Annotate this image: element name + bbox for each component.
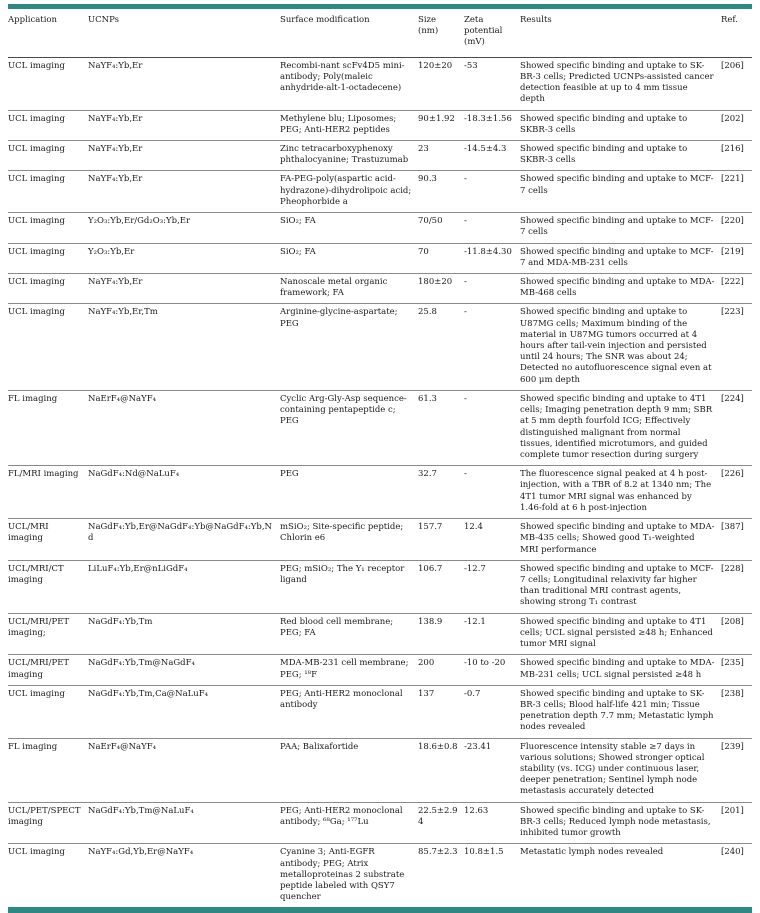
cell-zeta_potential_mv: 10.8±1.5 — [464, 847, 504, 858]
cell-ref: [221] — [721, 171, 752, 213]
cell-results: Showed specific binding and uptake to MDA-MB-468 cells — [520, 273, 721, 303]
table-row — [8, 685, 752, 738]
table-row — [8, 519, 752, 561]
cell-ref: [240] — [721, 847, 744, 858]
cell-ref: [201] — [721, 802, 752, 844]
cell-zeta_potential_mv: -11.8±4.30 — [464, 243, 520, 273]
column-header-application: Application — [8, 9, 88, 57]
cell-ref: [238] — [721, 685, 752, 738]
table-row — [8, 140, 752, 170]
cell-ref: [387] — [721, 519, 752, 561]
cell-results: Showed specific binding and uptake to MCF-7 and MDA-MB-231 cells — [520, 243, 721, 273]
cell-size_nm: 138.9 — [418, 613, 464, 655]
cell-application: UCL/MRI/PET imaging; — [8, 613, 88, 655]
cell-application: UCL imaging — [8, 273, 88, 303]
cell-application: UCL imaging — [8, 847, 65, 858]
cell-application: UCL imaging — [8, 171, 88, 213]
table-row — [8, 243, 752, 273]
cell-results: Showed specific binding and uptake to MCF-7 cells — [520, 171, 721, 213]
cell-ref: [219] — [721, 243, 752, 273]
cell-results: Showed specific binding and uptake to 4T1 cells; UCL signal persisted ≥48 h; Enhanced tumor MRI signal — [520, 613, 721, 655]
cell-results: The fluorescence signal peaked at 4 h post-injection, with a TBR of 8.2 at 1340 nm; The 4T1 tumor MRI signal was enhanced by 1.46-fold at 6 h post-injection — [520, 466, 721, 519]
cell-ucnps: NaGdF₄:Yb,Tm@NaLuF₄ — [88, 802, 280, 844]
cell-ucnps: NaYF₄:Yb,Er — [88, 110, 280, 140]
cell-surface_modification: Recombi-nant scFv4D5 mini-antibody; Poly(maleic anhydride-alt-1-octadecene) — [280, 57, 418, 110]
cell-size_nm: 180±20 — [418, 273, 464, 303]
cell-size_nm: 85.7±2.3 — [418, 847, 458, 858]
column-header-size_nm: Size (nm) — [418, 9, 464, 57]
cell-surface_modification: PEG; Anti-HER2 monoclonal antibody — [280, 685, 418, 738]
cell-ucnps: Y₂O₃:Yb,Er — [88, 243, 280, 273]
table-row — [8, 110, 752, 140]
cell-application: UCL imaging — [8, 57, 88, 110]
cell-application: UCL imaging — [8, 243, 88, 273]
cell-application: FL imaging — [8, 738, 88, 802]
cell-ucnps: NaGdF₄:Yb,Tm@NaGdF₄ — [88, 655, 280, 685]
cell-zeta_potential_mv: -14.5±4.3 — [464, 140, 520, 170]
table-row — [8, 466, 752, 519]
cell-surface_modification: SiO₂; FA — [280, 243, 418, 273]
table-row — [8, 844, 752, 908]
cell-surface_modification: Zinc tetracarboxyphenoxy phthalocyanine; Trastuzumab — [280, 140, 418, 170]
cell-results: Showed specific binding and uptake to MDA-MB-231 cells; UCL signal persisted ≥48 h — [520, 655, 721, 685]
table-row — [8, 304, 752, 391]
cell-size_nm: 90.3 — [418, 171, 464, 213]
cell-zeta_potential_mv: -12.7 — [464, 560, 520, 613]
cell-application: UCL/PET/SPECT imaging — [8, 802, 88, 844]
cell-application: FL imaging — [8, 390, 88, 465]
cell-surface_modification: Cyclic Arg-Gly-Asp sequence-containing pentapeptide c; PEG — [280, 390, 418, 465]
cell-ucnps: NaErF₄@NaYF₄ — [88, 738, 280, 802]
column-header-ucnps: UCNPs — [88, 9, 280, 57]
cell-size_nm: 61.3 — [418, 390, 464, 465]
cell-ref: [239] — [721, 738, 752, 802]
cell-ucnps: NaGdF₄:Yb,Tm — [88, 613, 280, 655]
cell-ref: [235] — [721, 655, 752, 685]
table-row — [8, 613, 752, 655]
cell-surface_modification: mSiO₂; Site-specific peptide; Chlorin e6 — [280, 519, 418, 561]
ucnp-imaging-table — [8, 9, 752, 907]
cell-ref: [208] — [721, 613, 752, 655]
cell-application: UCL/MRI/PET imaging — [8, 655, 88, 685]
cell-ucnps: NaYF₄:Yb,Er,Tm — [88, 304, 280, 391]
cell-application: UCL imaging — [8, 304, 88, 391]
table-row — [8, 57, 752, 110]
cell-results: Showed specific binding and uptake to MCF-7 cells — [520, 213, 721, 243]
cell-ucnps: NaGdF₄:Yb,Er@NaGdF₄:Yb@NaGdF₄:Yb,Nd — [88, 519, 280, 561]
cell-ucnps: NaYF₄:Yb,Er — [88, 171, 280, 213]
cell-ucnps: NaYF₄:Yb,Er — [88, 273, 280, 303]
table-row — [8, 802, 752, 844]
table-row — [8, 560, 752, 613]
cell-size_nm: 157.7 — [418, 519, 464, 561]
cell-application: UCL imaging — [8, 213, 88, 243]
cell-ref: [224] — [721, 390, 752, 465]
cell-zeta_potential_mv: -12.1 — [464, 613, 520, 655]
table-row — [8, 273, 752, 303]
cell-surface_modification: Arginine-glycine-aspartate; PEG — [280, 304, 418, 391]
header-row — [8, 9, 752, 57]
column-header-surface_modification: Surface modification — [280, 9, 418, 57]
cell-ref: [226] — [721, 466, 752, 519]
cell-results: Showed specific binding and uptake to SK-BR-3 cells; Blood half-life 421 min; Tissue penetration depth 7.7 mm; Metastatic lymph nodes revealed — [520, 685, 721, 738]
column-header-ref: Ref. — [721, 9, 752, 57]
cell-ref: [216] — [721, 140, 752, 170]
cell-size_nm: 137 — [418, 685, 464, 738]
table-row — [8, 738, 752, 802]
cell-application: UCL imaging — [8, 685, 88, 738]
table-bottom-rule — [8, 907, 752, 913]
cell-size_nm: 23 — [418, 140, 464, 170]
cell-zeta_potential_mv: -53 — [464, 57, 520, 110]
cell-ucnps: NaYF₄:Gd,Yb,Er@NaYF₄ — [88, 847, 194, 858]
cell-application: UCL/MRI imaging — [8, 519, 88, 561]
cell-zeta_potential_mv: -0.7 — [464, 685, 520, 738]
cell-size_nm: 32.7 — [418, 466, 464, 519]
cell-surface_modification: PEG; Anti-HER2 monoclonal antibody; ⁶⁸Ga; ¹⁷⁷Lu — [280, 802, 418, 844]
cell-ref: [223] — [721, 304, 752, 391]
cell-zeta_potential_mv: 12.4 — [464, 519, 520, 561]
cell-results: Showed specific binding and uptake to SK-BR-3 cells; Predicted UCNPs-assisted cancer detection feasible at up to 4 mm tissue depth — [520, 57, 721, 110]
cell-surface_modification: SiO₂; FA — [280, 213, 418, 243]
cell-application: UCL/MRI/CT imaging — [8, 560, 88, 613]
cell-ucnps: NaYF₄:Yb,Er — [88, 57, 280, 110]
cell-size_nm: 106.7 — [418, 560, 464, 613]
cell-size_nm: 120±20 — [418, 57, 464, 110]
cell-size_nm: 70/50 — [418, 213, 464, 243]
cell-zeta_potential_mv: -18.3±1.56 — [464, 110, 520, 140]
cell-results: Showed specific binding and uptake to SK-BR-3 cells; Reduced lymph node metastasis, inhibited tumor growth — [520, 802, 721, 844]
column-header-zeta_potential_mv: Zeta potential (mV) — [464, 9, 520, 57]
cell-surface_modification: Cyanine 3; Anti-EGFR antibody; PEG; Atrix metalloproteinas 2 substrate peptide labeled with QSY7 quencher — [280, 847, 405, 903]
cell-application: UCL imaging — [8, 140, 88, 170]
cell-size_nm: 25.8 — [418, 304, 464, 391]
cell-surface_modification: PEG — [280, 466, 418, 519]
cell-ucnps: NaGdF₄:Yb,Tm,Ca@NaLuF₄ — [88, 685, 280, 738]
cell-ucnps: NaErF₄@NaYF₄ — [88, 390, 280, 465]
cell-size_nm: 200 — [418, 655, 464, 685]
cell-results: Showed specific binding and uptake to SKBR-3 cells — [520, 140, 721, 170]
cell-size_nm: 18.6±0.8 — [418, 738, 464, 802]
cell-size_nm: 90±1.92 — [418, 110, 464, 140]
cell-surface_modification: PEG; mSiO₂; The Y₁ receptor ligand — [280, 560, 418, 613]
cell-zeta_potential_mv: - — [464, 304, 520, 391]
table-row — [8, 213, 752, 243]
cell-size_nm: 70 — [418, 243, 464, 273]
table-row — [8, 171, 752, 213]
table-row — [8, 655, 752, 685]
cell-ref: [228] — [721, 560, 752, 613]
cell-zeta_potential_mv: - — [464, 466, 520, 519]
cell-surface_modification: PAA; Balixafortide — [280, 738, 418, 802]
cell-zeta_potential_mv: - — [464, 273, 520, 303]
cell-results: Showed specific binding and uptake to U87MG cells; Maximum binding of the material in U87MG tumors occurred at 4 hours after tail-vein injection and persisted until 24 hours; The SNR was about 24; Detected no autofluorescence signal even at 600 μm depth — [520, 304, 721, 391]
cell-surface_modification: Nanoscale metal organic framework; FA — [280, 273, 418, 303]
cell-results: Showed specific binding and uptake to MCF-7 cells; Longitudinal relaxivity far higher than traditional MRI contrast agents, showing strong T₁ contrast — [520, 560, 721, 613]
cell-ref: [206] — [721, 57, 752, 110]
cell-application: FL/MRI imaging — [8, 466, 88, 519]
cell-results: Metastatic lymph nodes revealed — [520, 847, 664, 858]
table-body — [8, 57, 752, 907]
cell-results: Showed specific binding and uptake to 4T1 cells; Imaging penetration depth 9 mm; SBR at 5 mm depth fourfold ICG; Effectively distinguished malignant from normal tissues, identified microtumors, and guided complete tumor resection during surgery — [520, 390, 721, 465]
table-row — [8, 390, 752, 465]
cell-zeta_potential_mv: - — [464, 213, 520, 243]
cell-zeta_potential_mv: -23.41 — [464, 738, 520, 802]
cell-application: UCL imaging — [8, 110, 88, 140]
cell-ref: [222] — [721, 273, 752, 303]
cell-ref: [202] — [721, 110, 752, 140]
cell-results: Showed specific binding and uptake to MDA-MB-435 cells; Showed good T₁-weighted MRI performance — [520, 519, 721, 561]
cell-ref: [220] — [721, 213, 752, 243]
cell-results: Fluorescence intensity stable ≥7 days in various solutions; Showed stronger optical stability (vs. ICG) under continuous laser, deeper penetration; Sentinel lymph node metastasis accurately detected — [520, 738, 721, 802]
cell-zeta_potential_mv: 12.63 — [464, 802, 520, 844]
cell-size_nm: 22.5±2.94 — [418, 802, 464, 844]
column-header-results: Results — [520, 9, 721, 57]
cell-ucnps: Y₂O₃:Yb,Er/Gd₂O₃:Yb,Er — [88, 213, 280, 243]
cell-surface_modification: MDA-MB-231 cell membrane; PEG; ¹⁸F — [280, 655, 418, 685]
cell-surface_modification: FA-PEG-poly(aspartic acid-hydrazone)-dihydrolipoic acid; Pheophorbide a — [280, 171, 418, 213]
cell-zeta_potential_mv: - — [464, 390, 520, 465]
cell-zeta_potential_mv: -10 to -20 — [464, 655, 520, 685]
cell-ucnps: NaYF₄:Yb,Er — [88, 140, 280, 170]
cell-zeta_potential_mv: - — [464, 171, 520, 213]
cell-ucnps: LiLuF₄:Yb,Er@nLiGdF₄ — [88, 560, 280, 613]
cell-surface_modification: Methylene blu; Liposomes; PEG; Anti-HER2 peptides — [280, 110, 418, 140]
cell-results: Showed specific binding and uptake to SKBR-3 cells — [520, 110, 721, 140]
cell-ucnps: NaGdF₄:Nd@NaLuF₄ — [88, 466, 280, 519]
cell-surface_modification: Red blood cell membrane; PEG; FA — [280, 613, 418, 655]
